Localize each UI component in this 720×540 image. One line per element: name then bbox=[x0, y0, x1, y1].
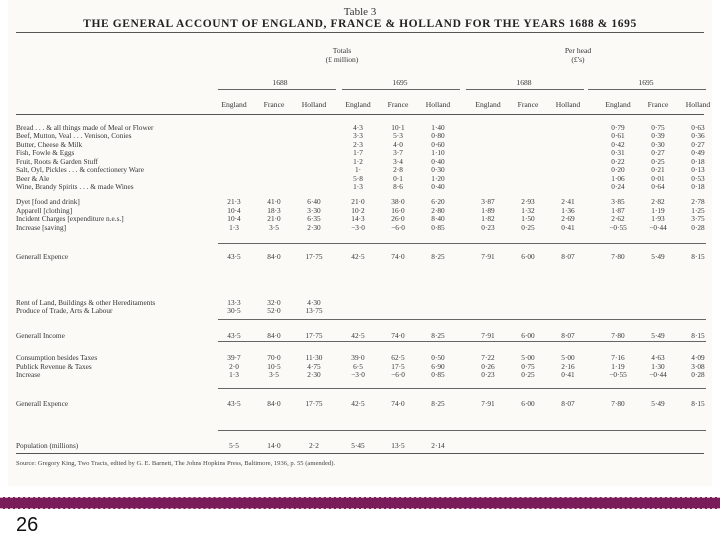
table-cell: 1·50 bbox=[521, 214, 535, 223]
table-cell: 4·30 bbox=[307, 298, 321, 307]
table-cell: −0·44 bbox=[649, 223, 667, 232]
row-label: Incident Charges [expenditure n.e.s.] bbox=[16, 214, 124, 223]
table-cell: 38·0 bbox=[391, 197, 405, 206]
table-cell: 0·36 bbox=[691, 131, 705, 140]
table-cell: 13·5 bbox=[391, 441, 405, 450]
table-cell: −6·0 bbox=[391, 370, 405, 379]
year-header: 1695 bbox=[392, 78, 408, 87]
scanned-table-page bbox=[8, 0, 712, 486]
header-rule bbox=[16, 114, 704, 115]
table-row bbox=[8, 331, 712, 340]
row-label: Generall Expence bbox=[16, 252, 69, 261]
table-cell: 1·40 bbox=[431, 123, 445, 132]
row-label: Salt, Oyl, Pickles . . . & confectionery Ware bbox=[16, 165, 144, 174]
table-row bbox=[8, 306, 712, 315]
row-label: Produce of Trade, Arts & Labour bbox=[16, 306, 113, 315]
table-cell: 0·23 bbox=[481, 223, 495, 232]
table-cell: 1·30 bbox=[651, 362, 665, 371]
table-cell: 17·5 bbox=[391, 362, 405, 371]
table-cell: 84·0 bbox=[267, 331, 281, 340]
table-cell: 8·07 bbox=[561, 399, 575, 408]
table-cell: 1·7 bbox=[353, 148, 363, 157]
table-cell: 39·7 bbox=[227, 353, 241, 362]
table-cell: 5·49 bbox=[651, 252, 665, 261]
country-column-header: Holland bbox=[555, 100, 581, 109]
year-header: 1688 bbox=[516, 78, 532, 87]
year-underline bbox=[218, 89, 336, 90]
table-cell: 6·5 bbox=[353, 362, 363, 371]
table-cell: −0·55 bbox=[609, 370, 627, 379]
table-cell: 8·07 bbox=[561, 252, 575, 261]
table-cell: 10·2 bbox=[351, 206, 365, 215]
row-label: Wine, Brandy Spirits . . . & made Wines bbox=[16, 182, 134, 191]
table-cell: 0·22 bbox=[611, 157, 625, 166]
decorative-divider-band bbox=[0, 497, 720, 509]
table-cell: 0·26 bbox=[481, 362, 495, 371]
table-cell: 14·3 bbox=[351, 214, 365, 223]
row-label: Beef, Mutton, Veal . . . Venison, Conies bbox=[16, 131, 132, 140]
table-cell: 1·20 bbox=[431, 174, 445, 183]
table-cell: 43·5 bbox=[227, 252, 241, 261]
table-cell: 0·85 bbox=[431, 223, 445, 232]
table-cell: 18·3 bbox=[267, 206, 281, 215]
table-cell: 1·36 bbox=[561, 206, 575, 215]
country-column-header: England bbox=[345, 100, 371, 109]
table-cell: 26·0 bbox=[391, 214, 405, 223]
table-row bbox=[8, 131, 712, 140]
table-cell: 0·31 bbox=[611, 148, 625, 157]
table-cell: 0·27 bbox=[691, 140, 705, 149]
table-cell: 2·14 bbox=[431, 441, 445, 450]
country-column-header: England bbox=[475, 100, 501, 109]
table-cell: 1·82 bbox=[481, 214, 495, 223]
row-label: Fruit, Roots & Garden Stuff bbox=[16, 157, 98, 166]
table-row bbox=[8, 399, 712, 408]
table-cell: −0·55 bbox=[609, 223, 627, 232]
row-label: Consumption besides Taxes bbox=[16, 353, 98, 362]
country-column-header: Holland bbox=[425, 100, 451, 109]
table-cell: 0·24 bbox=[611, 182, 625, 191]
table-cell: 10·5 bbox=[267, 362, 281, 371]
table-cell: 0·28 bbox=[691, 370, 705, 379]
table-cell: 13·3 bbox=[227, 298, 241, 307]
table-cell: 21·0 bbox=[267, 214, 281, 223]
table-cell: 42·5 bbox=[351, 399, 365, 408]
table-cell: 13·75 bbox=[305, 306, 323, 315]
table-cell: 7·91 bbox=[481, 399, 495, 408]
table-cell: 4·63 bbox=[651, 353, 665, 362]
table-cell: 8·6 bbox=[393, 182, 403, 191]
table-cell: 1·93 bbox=[651, 214, 665, 223]
table-cell: 0·27 bbox=[651, 148, 665, 157]
table-cell: 2·8 bbox=[393, 165, 403, 174]
table-cell: 21·3 bbox=[227, 197, 241, 206]
table-cell: 0·42 bbox=[611, 140, 625, 149]
table-row bbox=[8, 353, 712, 362]
table-row bbox=[8, 441, 712, 450]
table-cell: 8·25 bbox=[431, 331, 445, 340]
table-cell: 1·32 bbox=[521, 206, 535, 215]
table-cell: 7·22 bbox=[481, 353, 495, 362]
table-cell: 0·25 bbox=[521, 370, 535, 379]
table-cell: 4·09 bbox=[691, 353, 705, 362]
table-cell: 2·16 bbox=[561, 362, 575, 371]
table-title: THE GENERAL ACCOUNT OF ENGLAND, FRANCE & HOLLAND FOR THE YEARS 1688 & 1695 bbox=[83, 18, 637, 30]
table-cell: 1· bbox=[354, 165, 362, 174]
table-cell: 1·2 bbox=[353, 157, 363, 166]
table-cell: 2·3 bbox=[353, 140, 363, 149]
table-cell: 0·25 bbox=[521, 223, 535, 232]
table-cell: 2·30 bbox=[307, 223, 321, 232]
table-cell: 62·5 bbox=[391, 353, 405, 362]
table-cell: 0·63 bbox=[691, 123, 705, 132]
table-cell: 6·00 bbox=[521, 252, 535, 261]
table-cell: 5·3 bbox=[393, 131, 403, 140]
table-cell: 2·80 bbox=[431, 206, 445, 215]
table-cell: 8·15 bbox=[691, 399, 705, 408]
row-label: Publick Revenue & Taxes bbox=[16, 362, 92, 371]
table-row bbox=[8, 182, 712, 191]
table-cell: 30·5 bbox=[227, 306, 241, 315]
table-row bbox=[8, 197, 712, 206]
country-column-header: Holland bbox=[301, 100, 327, 109]
table-cell: 6·20 bbox=[431, 197, 445, 206]
table-cell: 5·00 bbox=[521, 353, 535, 362]
table-cell: 2·82 bbox=[651, 197, 665, 206]
table-cell: 4·3 bbox=[353, 123, 363, 132]
table-cell: 4·0 bbox=[393, 140, 403, 149]
table-cell: 2·69 bbox=[561, 214, 575, 223]
table-cell: 3·4 bbox=[393, 157, 403, 166]
table-cell: 0·79 bbox=[611, 123, 625, 132]
table-cell: −6·0 bbox=[391, 223, 405, 232]
table-cell: 3·7 bbox=[393, 148, 403, 157]
table-cell: −0·44 bbox=[649, 370, 667, 379]
table-cell: 1·25 bbox=[691, 206, 705, 215]
table-cell: 7·80 bbox=[611, 252, 625, 261]
table-cell: 41·0 bbox=[267, 197, 281, 206]
year-header: 1695 bbox=[638, 78, 654, 87]
table-cell: 0·50 bbox=[431, 353, 445, 362]
table-cell: 0·30 bbox=[431, 165, 445, 174]
table-cell: 0·75 bbox=[521, 362, 535, 371]
table-cell: 74·0 bbox=[391, 399, 405, 408]
table-cell: 8·15 bbox=[691, 331, 705, 340]
table-cell: 8·25 bbox=[431, 252, 445, 261]
table-cell: 0·49 bbox=[691, 148, 705, 157]
row-label: Increase bbox=[16, 370, 41, 379]
table-cell: 8·25 bbox=[431, 399, 445, 408]
table-cell: 0·18 bbox=[691, 182, 705, 191]
table-cell: 0·80 bbox=[431, 131, 445, 140]
table-cell: 1·19 bbox=[651, 206, 665, 215]
table-cell: 10·1 bbox=[391, 123, 405, 132]
table-cell: 8·07 bbox=[561, 331, 575, 340]
row-label: Beer & Ale bbox=[16, 174, 50, 183]
table-row bbox=[8, 214, 712, 223]
row-label: Apparell [clothing] bbox=[16, 206, 73, 215]
table-cell: 84·0 bbox=[267, 252, 281, 261]
totals-group-header: Totals (£ million) bbox=[325, 46, 359, 64]
table-cell: 32·0 bbox=[267, 298, 281, 307]
table-cell: 3·5 bbox=[269, 223, 279, 232]
row-label: Butter, Cheese & Milk bbox=[16, 140, 83, 149]
table-cell: 74·0 bbox=[391, 252, 405, 261]
table-cell: 1·89 bbox=[481, 206, 495, 215]
table-cell: 5·5 bbox=[229, 441, 239, 450]
table-cell: 39·0 bbox=[351, 353, 365, 362]
total-rule bbox=[218, 388, 706, 389]
table-cell: 0·25 bbox=[651, 157, 665, 166]
table-cell: 5·49 bbox=[651, 399, 665, 408]
table-cell: 5·00 bbox=[561, 353, 575, 362]
year-underline bbox=[342, 89, 460, 90]
table-cell: 0·21 bbox=[651, 165, 665, 174]
table-cell: 0·01 bbox=[651, 174, 665, 183]
table-row bbox=[8, 148, 712, 157]
table-cell: 52·0 bbox=[267, 306, 281, 315]
top-rule bbox=[16, 32, 704, 33]
table-cell: 3·87 bbox=[481, 197, 495, 206]
total-rule bbox=[218, 341, 706, 342]
table-cell: 0·20 bbox=[611, 165, 625, 174]
table-cell: 74·0 bbox=[391, 331, 405, 340]
country-column-header: France bbox=[387, 100, 409, 109]
table-cell: 1·3 bbox=[229, 223, 239, 232]
table-cell: 1·06 bbox=[611, 174, 625, 183]
table-cell: 6·90 bbox=[431, 362, 445, 371]
table-row bbox=[8, 252, 712, 261]
total-rule bbox=[218, 319, 706, 320]
table-cell: 0·40 bbox=[431, 157, 445, 166]
total-rule bbox=[218, 243, 706, 244]
table-cell: 7·80 bbox=[611, 331, 625, 340]
table-cell: 0·28 bbox=[691, 223, 705, 232]
table-cell: 2·0 bbox=[229, 362, 239, 371]
source-note: Source: Gregory King, Two Tracts, edited by G. E. Barnett, The Johns Hopkins Press, Baltimore, 1936, p. 55 (amended). bbox=[16, 460, 336, 467]
table-cell: 6·40 bbox=[307, 197, 321, 206]
country-column-header: France bbox=[517, 100, 539, 109]
table-cell: 14·0 bbox=[267, 441, 281, 450]
table-cell: 8·40 bbox=[431, 214, 445, 223]
table-cell: 0·23 bbox=[481, 370, 495, 379]
table-cell: 17·75 bbox=[305, 331, 323, 340]
table-cell: 0·64 bbox=[651, 182, 665, 191]
table-row bbox=[8, 223, 712, 232]
table-cell: 0·53 bbox=[691, 174, 705, 183]
table-cell: 0·41 bbox=[561, 370, 575, 379]
table-cell: 0·85 bbox=[431, 370, 445, 379]
table-cell: 0·30 bbox=[651, 140, 665, 149]
table-cell: 2·30 bbox=[307, 370, 321, 379]
table-cell: 42·5 bbox=[351, 252, 365, 261]
table-cell: 6·35 bbox=[307, 214, 321, 223]
table-cell: 7·80 bbox=[611, 399, 625, 408]
table-cell: 0·39 bbox=[651, 131, 665, 140]
table-cell: 43·5 bbox=[227, 399, 241, 408]
table-cell: 0·60 bbox=[431, 140, 445, 149]
table-cell: 2·41 bbox=[561, 197, 575, 206]
table-cell: 17·75 bbox=[305, 399, 323, 408]
table-row bbox=[8, 165, 712, 174]
table-cell: 5·8 bbox=[353, 174, 363, 183]
table-cell: 21·0 bbox=[351, 197, 365, 206]
table-cell: 8·15 bbox=[691, 252, 705, 261]
table-cell: 0·13 bbox=[691, 165, 705, 174]
table-row bbox=[8, 370, 712, 379]
table-cell: 42·5 bbox=[351, 331, 365, 340]
row-label: Bread . . . & all things made of Meal or Flower bbox=[16, 123, 154, 132]
row-label: Generall Income bbox=[16, 331, 65, 340]
table-cell: 7·91 bbox=[481, 252, 495, 261]
country-column-header: France bbox=[263, 100, 285, 109]
table-cell: 1·3 bbox=[353, 182, 363, 191]
page-number: 26 bbox=[16, 514, 39, 536]
per-head-group-header: Per head (£'s) bbox=[564, 46, 592, 64]
row-label: Population (millions) bbox=[16, 441, 79, 450]
table-number: Table 3 bbox=[343, 6, 377, 18]
table-cell: 11·30 bbox=[305, 353, 323, 362]
bottom-rule bbox=[16, 453, 704, 454]
row-label: Generall Expence bbox=[16, 399, 69, 408]
table-cell: 1·19 bbox=[611, 362, 625, 371]
year-underline bbox=[588, 89, 706, 90]
table-cell: 3·85 bbox=[611, 197, 625, 206]
table-cell: 6·00 bbox=[521, 399, 535, 408]
table-cell: 0·61 bbox=[611, 131, 625, 140]
table-cell: 6·00 bbox=[521, 331, 535, 340]
country-column-header: England bbox=[605, 100, 631, 109]
table-cell: 3·3 bbox=[353, 131, 363, 140]
table-cell: 43·5 bbox=[227, 331, 241, 340]
table-cell: 16·0 bbox=[391, 206, 405, 215]
table-cell: 1·87 bbox=[611, 206, 625, 215]
table-cell: 10·4 bbox=[227, 214, 241, 223]
year-header: 1688 bbox=[272, 78, 288, 87]
table-cell: 0·40 bbox=[431, 182, 445, 191]
table-cell: 7·16 bbox=[611, 353, 625, 362]
table-cell: −3·0 bbox=[351, 370, 365, 379]
table-cell: 3·75 bbox=[691, 214, 705, 223]
table-cell: 70·0 bbox=[267, 353, 281, 362]
table-cell: −3·0 bbox=[351, 223, 365, 232]
table-cell: 2·62 bbox=[611, 214, 625, 223]
table-cell: 0·75 bbox=[651, 123, 665, 132]
country-column-header: England bbox=[221, 100, 247, 109]
table-cell: 5·45 bbox=[351, 441, 365, 450]
table-cell: 7·91 bbox=[481, 331, 495, 340]
table-cell: 2·2 bbox=[309, 441, 319, 450]
table-cell: 3·08 bbox=[691, 362, 705, 371]
country-column-header: Holland bbox=[685, 100, 711, 109]
table-cell: 0·18 bbox=[691, 157, 705, 166]
table-cell: 1·3 bbox=[229, 370, 239, 379]
table-cell: 84·0 bbox=[267, 399, 281, 408]
table-cell: 10·4 bbox=[227, 206, 241, 215]
table-cell: 3·30 bbox=[307, 206, 321, 215]
table-cell: 3·5 bbox=[269, 370, 279, 379]
table-cell: 5·49 bbox=[651, 331, 665, 340]
table-cell: 4·75 bbox=[307, 362, 321, 371]
total-rule bbox=[218, 430, 706, 431]
table-cell: 17·75 bbox=[305, 252, 323, 261]
table-cell: 1·10 bbox=[431, 148, 445, 157]
country-column-header: France bbox=[647, 100, 669, 109]
row-label: Rent of Land, Buildings & other Hereditaments bbox=[16, 298, 156, 307]
table-cell: 2·93 bbox=[521, 197, 535, 206]
table-cell: 0·41 bbox=[561, 223, 575, 232]
row-label: Fish, Fowle & Eggs bbox=[16, 148, 75, 157]
year-underline bbox=[466, 89, 584, 90]
row-label: Dyet [food and drink] bbox=[16, 197, 80, 206]
table-cell: 0·1 bbox=[393, 174, 403, 183]
table-cell: 2·78 bbox=[691, 197, 705, 206]
row-label: Increase [saving] bbox=[16, 223, 67, 232]
